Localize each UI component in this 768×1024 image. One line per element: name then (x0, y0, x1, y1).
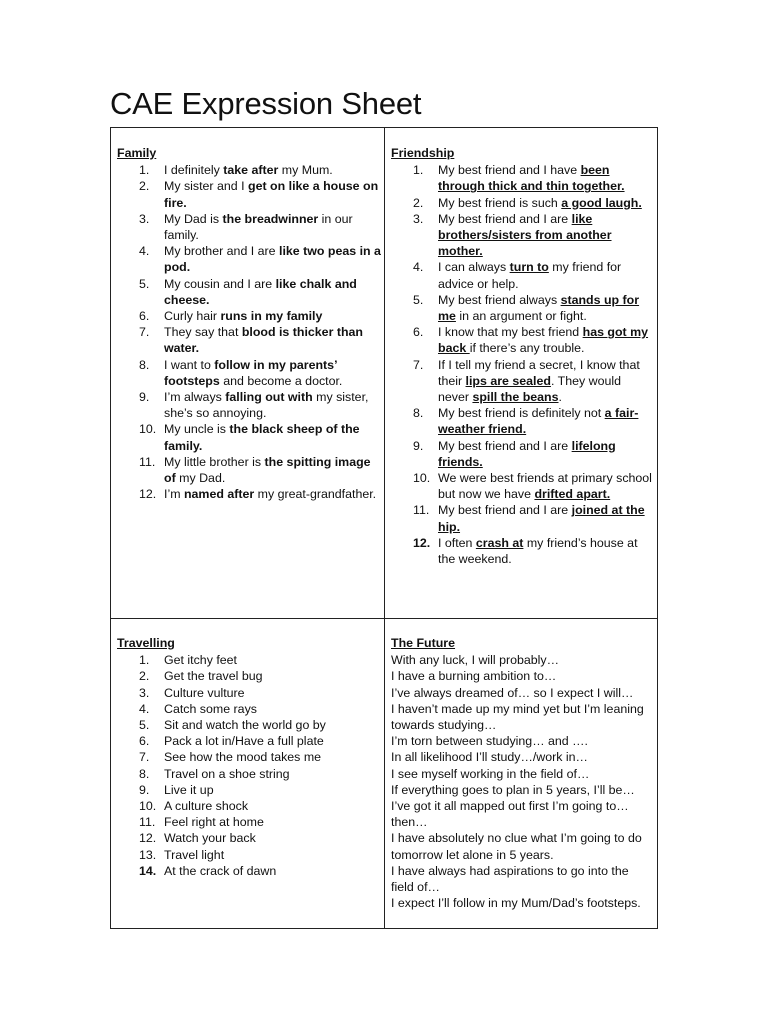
item-text: Sit and watch the world go by (164, 718, 326, 733)
travelling-section (117, 635, 382, 879)
list-item (117, 276, 382, 308)
future-line: I have always had aspirations to go into the field of… (391, 863, 629, 895)
item-text: My best friend is such (438, 195, 562, 210)
item-number: 10. (139, 799, 157, 814)
list-item (117, 847, 382, 863)
list-item (117, 733, 382, 749)
item-number: 6. (139, 734, 150, 749)
item-text: A culture shock (164, 799, 249, 814)
friendship-section (391, 145, 653, 567)
list-item (117, 652, 382, 668)
item-text: in an argument or fight. (455, 309, 587, 324)
item-text: Catch some rays (164, 701, 257, 716)
item-text: I’m (164, 487, 184, 502)
expression-text: runs in my family (220, 309, 323, 324)
expression-text: joined at the hip. (438, 503, 645, 534)
future-line: I see myself working in the field of… (391, 766, 590, 781)
item-text: My Dad is (164, 211, 223, 226)
expression-text: blood is thicker than water. (164, 325, 363, 356)
item-number: 7. (139, 325, 150, 340)
item-number: 3. (139, 685, 150, 700)
list-item (117, 389, 382, 421)
item-text: Get itchy feet (164, 653, 238, 668)
item-number: 3. (413, 211, 424, 226)
list-item (117, 717, 382, 733)
item-number: 6. (413, 325, 424, 340)
item-number: 2. (139, 179, 150, 194)
expression-text: has got my back (438, 325, 649, 356)
list-item (117, 749, 382, 765)
item-text: Watch your back (164, 831, 256, 846)
list-item (391, 259, 653, 291)
item-text: and become a doctor. (219, 373, 343, 388)
item-text: my Dad. (175, 471, 226, 486)
item-number: 5. (139, 718, 150, 733)
item-text: Feel right at home (164, 815, 264, 830)
item-text: I’m always (164, 390, 226, 405)
item-text: See how the mood takes me (164, 750, 322, 765)
list-item (391, 357, 653, 406)
item-text: If I tell my friend a secret, I know that their (438, 357, 640, 388)
item-text: my Mum. (278, 163, 333, 178)
list-item (117, 357, 382, 389)
item-number: 3. (139, 211, 150, 226)
expression-text: like two peas in a pod. (164, 244, 381, 275)
item-number: 9. (139, 782, 150, 797)
family-section (117, 145, 382, 502)
item-text: My cousin and I are (164, 276, 276, 291)
list-item (117, 486, 382, 502)
item-text: I can always (438, 260, 510, 275)
row-divider (111, 618, 657, 619)
list-item (391, 535, 653, 567)
expression-table (110, 127, 658, 929)
item-text: I know that my best friend (438, 325, 583, 340)
friendship-heading: Friendship (391, 146, 455, 160)
item-number: 4. (139, 701, 150, 716)
item-text: My best friend is definitely not (438, 406, 605, 421)
item-number: 9. (413, 438, 424, 453)
item-number: 1. (139, 653, 150, 668)
item-number: 11. (413, 503, 430, 518)
item-number: 6. (139, 309, 150, 324)
item-number: 5. (413, 292, 424, 307)
expression-text: follow in my parents’ footsteps (164, 357, 337, 388)
item-text: I often (438, 535, 476, 550)
expression-text: lips are sealed (465, 373, 551, 388)
expression-text: named after (183, 487, 255, 502)
future-line: I have absolutely no clue what I’m going to do tomorrow let alone in 5 years. (391, 831, 642, 862)
item-text: My uncle is (164, 422, 230, 437)
item-number: 9. (139, 390, 150, 405)
item-text: . (558, 390, 562, 405)
item-number: 8. (139, 766, 150, 781)
item-text: my friend for advice or help. (438, 260, 622, 291)
list-item (117, 766, 382, 782)
item-number: 12. (139, 831, 157, 846)
future-line: I have a burning ambition to… (391, 669, 557, 684)
expression-text: spill the beans (472, 390, 559, 405)
list-item (391, 324, 653, 356)
item-number: 7. (139, 750, 150, 765)
list-item (117, 324, 382, 356)
item-number: 4. (413, 260, 424, 275)
expression-text: the black sheep of the family. (164, 422, 360, 453)
expression-text: a good laugh. (561, 195, 642, 210)
item-text: We were best friends at primary school but now we have (438, 471, 652, 502)
list-item (391, 292, 653, 324)
expression-text: crash at (475, 535, 524, 550)
expression-text: drifted apart. (534, 487, 611, 502)
travelling-heading: Travelling (117, 636, 175, 650)
item-text: My best friend and I are (438, 438, 572, 453)
item-text: . They would never (438, 373, 621, 405)
item-number: 5. (139, 276, 150, 291)
list-item (117, 798, 382, 814)
list-item (391, 405, 653, 437)
list-item (117, 685, 382, 701)
future-line: I’ve got it all mapped out first I’m going to… then… (391, 799, 629, 830)
future-heading: The Future (391, 636, 456, 650)
future-line: I’m torn between studying… and …. (391, 734, 588, 749)
expression-text: lifelong friends. (438, 438, 616, 469)
list-item (117, 454, 382, 486)
item-text: Pack a lot in/Have a full plate (164, 734, 324, 749)
item-text: my great-grandfather. (254, 487, 377, 502)
list-item (391, 470, 653, 502)
item-text: in our family. (164, 211, 353, 243)
item-number: 13. (139, 847, 157, 862)
future-line: I’ve always dreamed of… so I expect I will… (391, 685, 634, 700)
friendship-list (391, 162, 653, 567)
list-item (117, 830, 382, 846)
item-number: 12. (413, 535, 431, 550)
item-text: Get the travel bug (164, 669, 263, 684)
list-item (117, 211, 382, 243)
item-number: 11. (139, 815, 156, 830)
item-text: My sister and I (164, 179, 249, 194)
expression-text: stands up for me (438, 292, 640, 324)
item-text: My little brother is (164, 454, 265, 469)
expression-text: turn to (509, 260, 549, 275)
item-text: I want to (164, 357, 215, 372)
item-text: Curly hair (164, 309, 221, 324)
item-number: 12. (139, 487, 157, 502)
expression-text: get on like a house on fire. (164, 179, 379, 210)
page-title: CAE Expression Sheet (110, 86, 422, 121)
expression-text: the spitting image of (164, 454, 371, 486)
list-item (391, 211, 653, 260)
future-lines (391, 652, 653, 911)
list-item (117, 162, 382, 178)
item-number: 2. (139, 669, 150, 684)
future-line: I haven’t made up my mind yet but I’m leaning towards studying… (391, 701, 644, 733)
list-item (391, 162, 653, 194)
item-text: my sister, she’s so annoying. (164, 390, 369, 421)
expression-text: like brothers/sisters from another mother. (438, 211, 612, 259)
future-line: If everything goes to plan in 5 years, I’ll be… (391, 782, 635, 797)
future-line: In all likelihood I’ll study…/work in… (391, 750, 588, 765)
item-number: 7. (413, 357, 424, 372)
list-item (117, 308, 382, 324)
item-text: I definitely (164, 163, 224, 178)
item-text: Travel light (164, 847, 225, 862)
list-item (391, 438, 653, 470)
expression-text: a fair-weather friend. (438, 406, 639, 437)
item-number: 10. (139, 422, 157, 437)
item-number: 10. (413, 471, 431, 486)
future-line: With any luck, I will probably… (391, 653, 560, 668)
item-text: My best friend always (438, 292, 561, 307)
item-number: 1. (413, 163, 424, 178)
list-item (117, 243, 382, 275)
list-item (117, 782, 382, 798)
item-number: 1. (139, 163, 150, 178)
item-number: 4. (139, 244, 150, 259)
expression-text: take after (223, 163, 279, 178)
item-text: Live it up (164, 782, 214, 797)
expression-text: been through thick and thin together. (438, 163, 625, 194)
item-text: My brother and I are (164, 244, 280, 259)
item-text: My best friend and I have (438, 163, 581, 178)
item-text: Culture vulture (164, 685, 245, 700)
family-list (117, 162, 382, 502)
item-text: Travel on a shoe string (164, 766, 290, 781)
item-number: 11. (139, 454, 156, 469)
item-text: My best friend and I are (438, 503, 572, 518)
list-item (117, 701, 382, 717)
list-item (117, 178, 382, 210)
item-number: 2. (413, 195, 424, 210)
item-text: my friend’s house at the weekend. (438, 535, 638, 567)
item-number: 14. (139, 863, 157, 878)
list-item (117, 668, 382, 684)
item-number: 8. (413, 406, 424, 421)
item-number: 8. (139, 357, 150, 372)
future-line: I expect I’ll follow in my Mum/Dad’s footsteps. (391, 896, 641, 911)
list-item (391, 502, 653, 534)
list-item (117, 863, 382, 879)
item-text: They say that (164, 325, 242, 340)
list-item (117, 421, 382, 453)
list-item (117, 814, 382, 830)
expression-text: the breadwinner (222, 211, 319, 226)
future-section (391, 635, 653, 911)
item-text: At the crack of dawn (164, 863, 277, 878)
expression-text: like chalk and cheese. (164, 276, 357, 307)
item-text: if there’s any trouble. (469, 341, 585, 356)
family-heading: Family (117, 146, 157, 160)
expression-text: falling out with (225, 390, 313, 405)
list-item (391, 195, 653, 211)
travelling-list (117, 652, 382, 879)
column-divider (384, 128, 385, 928)
item-text: My best friend and I are (438, 211, 572, 226)
